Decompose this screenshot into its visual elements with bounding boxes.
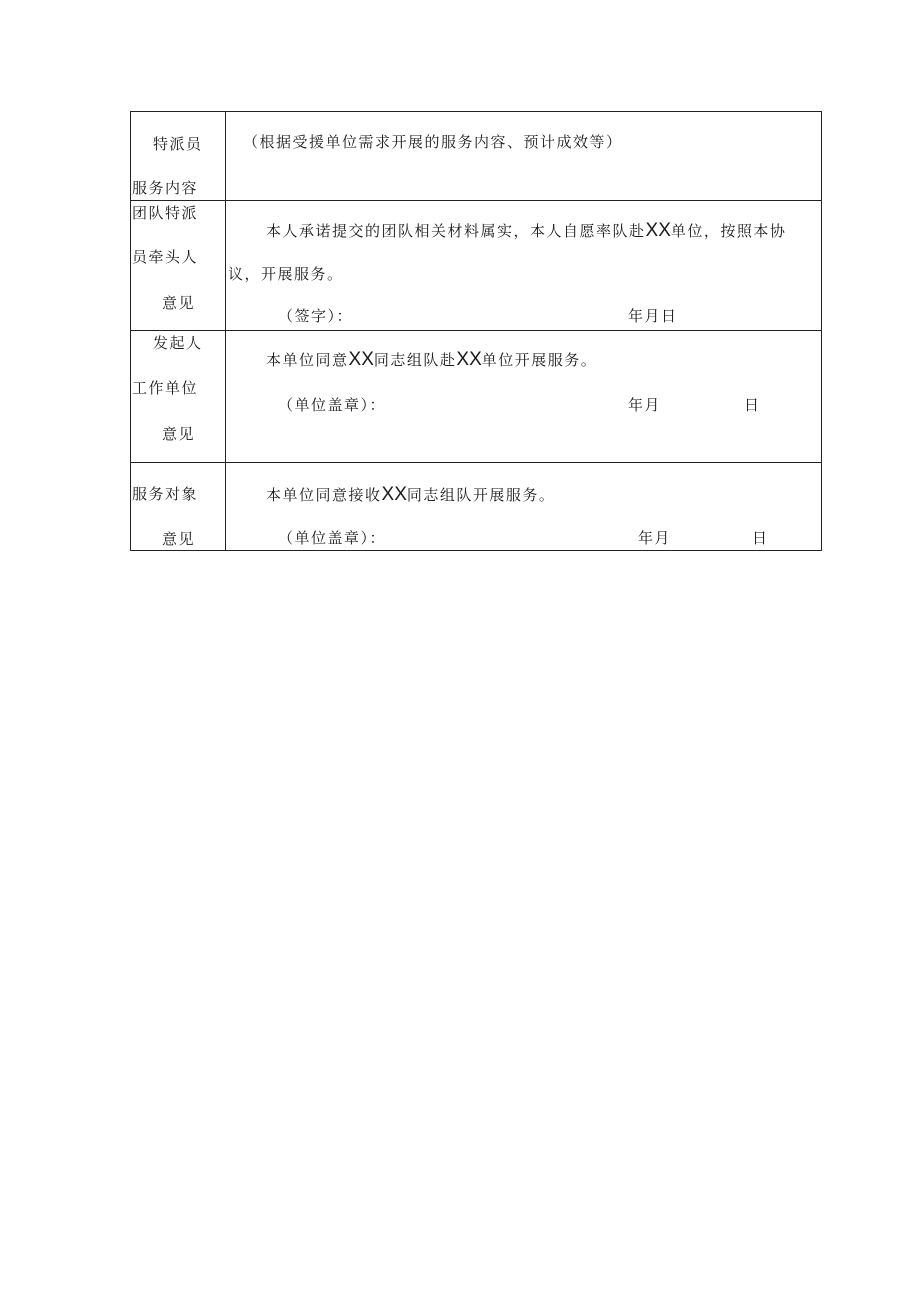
label-line: 意见 — [162, 294, 196, 312]
date-day-label: 日 — [744, 396, 761, 414]
label-cell-initiator-unit — [131, 331, 226, 462]
seal-label: （单位盖章）： — [278, 529, 387, 547]
seal-label: （单位盖章）： — [278, 396, 387, 414]
content-cell-team-leader[interactable] — [226, 201, 821, 330]
label-line: 特派员 — [153, 135, 203, 153]
signature-label: （签字）： — [278, 307, 354, 325]
date-label: 年月日 — [628, 307, 678, 325]
service-content-hint: （根据受援单位需求开展的服务内容、预计成效等） — [243, 133, 623, 151]
label-line: 发起人 — [153, 334, 203, 352]
row-service-content — [131, 112, 821, 200]
content-cell-service-content[interactable] — [226, 112, 821, 200]
placeholder-xx: XX — [381, 484, 407, 505]
label-line: 意见 — [162, 425, 196, 443]
approval-form-table — [130, 111, 822, 551]
label-cell-team-leader — [131, 201, 226, 330]
placeholder-xx: XX — [348, 349, 374, 370]
initiator-consent-text: 本单位同意XX同志组队赴XX单位开展服务。 — [266, 349, 598, 370]
label-line: 员牵头人 — [132, 248, 199, 266]
label-line: 服务对象 — [132, 485, 199, 503]
placeholder-xx: XX — [645, 220, 671, 241]
row-team-leader-opinion — [131, 200, 821, 330]
label-line: 意见 — [162, 530, 196, 548]
service-target-consent-text: 本单位同意接收XX同志组队开展服务。 — [266, 484, 556, 505]
date-day-label: 日 — [752, 529, 769, 547]
row-service-target-opinion — [131, 462, 821, 550]
label-line: 服务内容 — [132, 179, 199, 197]
row-initiator-unit-opinion — [131, 330, 821, 462]
label-cell-service-target — [131, 463, 226, 550]
label-cell-service-content — [131, 112, 226, 200]
label-line: 团队特派 — [132, 204, 199, 222]
placeholder-xx: XX — [456, 349, 482, 370]
content-cell-initiator-unit[interactable] — [226, 331, 821, 462]
content-cell-service-target[interactable] — [226, 463, 821, 550]
date-year-month-label: 年月 — [628, 396, 662, 414]
commitment-text-line2: 议，开展服务。 — [228, 265, 344, 283]
commitment-text-line1: 本人承诺提交的团队相关材料属实，本人自愿率队赴XX单位，按照本协 — [266, 220, 787, 241]
label-line: 工作单位 — [132, 379, 199, 397]
date-year-month-label: 年月 — [638, 529, 672, 547]
